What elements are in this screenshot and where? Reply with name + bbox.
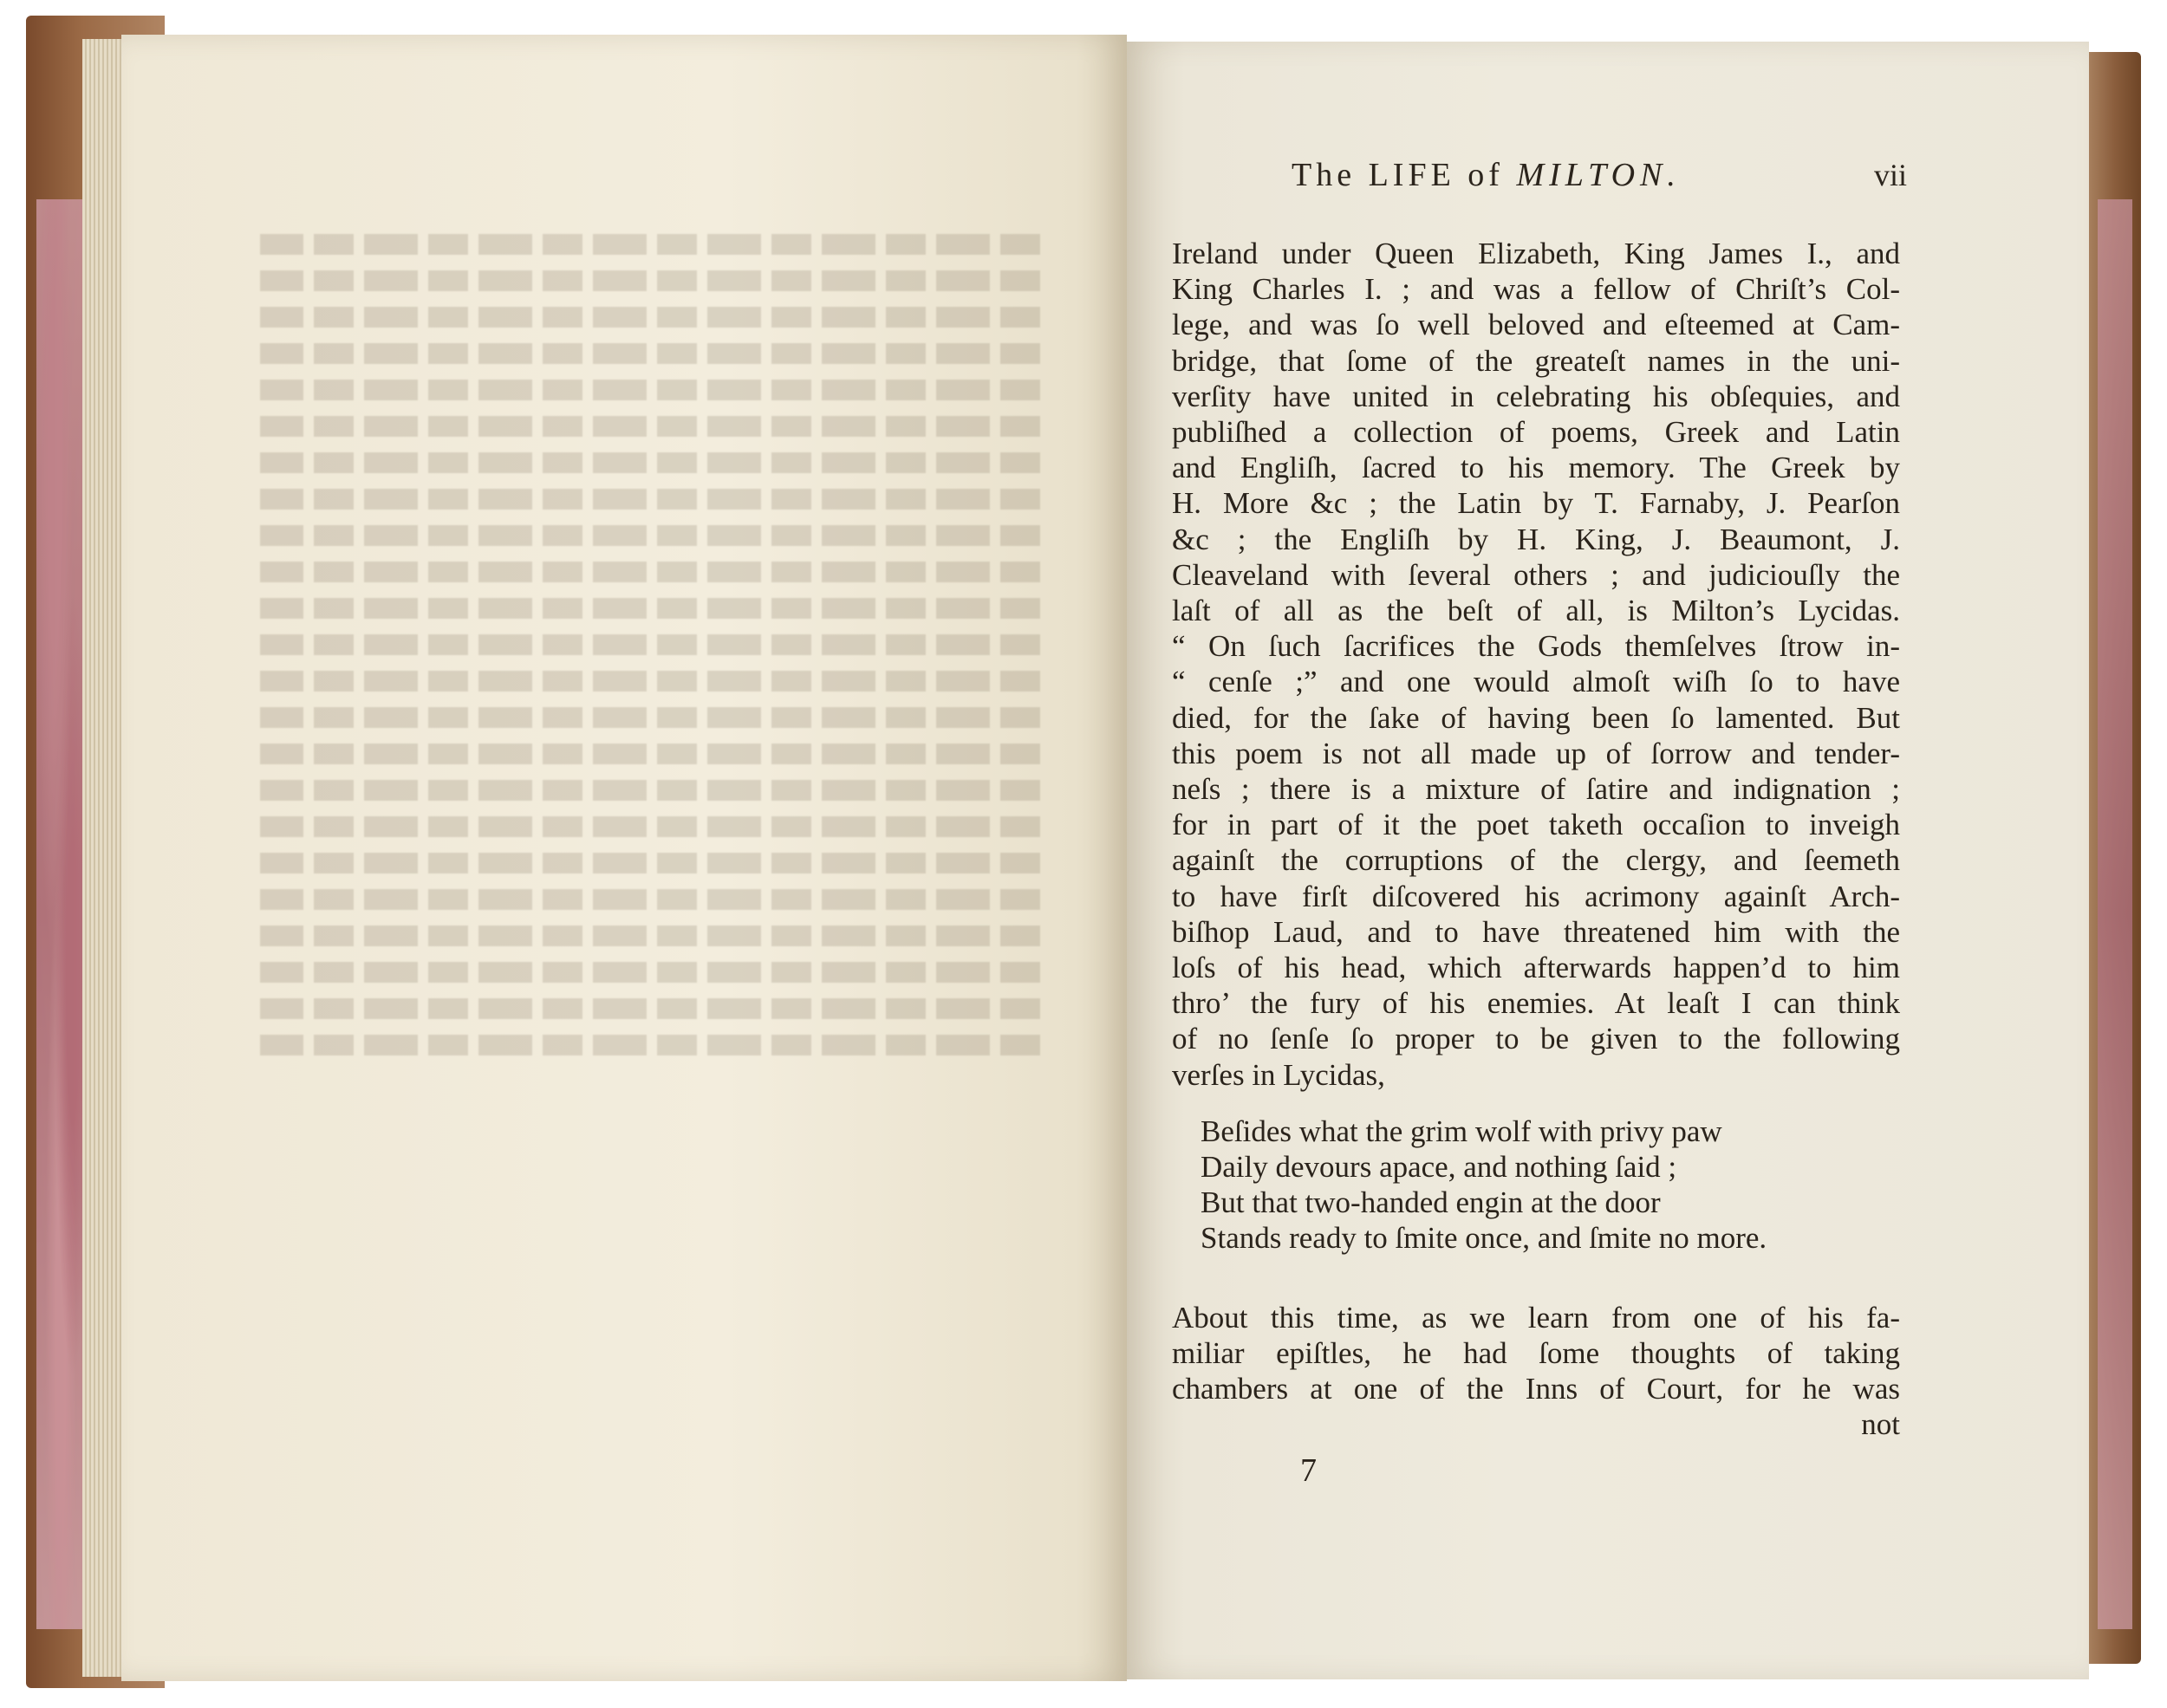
text-line: &c ; the Engliſh by H. King, J. Beaumont, J. (1172, 522, 1900, 556)
bleed-through-text (260, 156, 1040, 1473)
text-line: of no ſenſe ſo proper to be given to the following (1172, 1022, 1900, 1056)
text-line: died, for the ſake of having been ſo lamented. But (1172, 700, 1900, 735)
running-title-italic: MILTON. (1516, 157, 1681, 193)
text-line: lege, and was ſo well beloved and eſteemed at Cam- (1172, 308, 1900, 342)
running-head (1292, 156, 1907, 194)
verse-line: But that two-handed engin at the door (1201, 1185, 1661, 1219)
verse-line: Beſides what the grim wolf with privy paw (1201, 1114, 1722, 1148)
text-line: to have firſt diſcovered his acrimony againſt Arch- (1172, 879, 1900, 913)
body-paragraph-2 (1172, 1300, 1900, 1442)
text-line: About this time, as we learn from one of his fa- (1172, 1301, 1900, 1335)
text-line: biſhop Laud, and to have threatened him with the (1172, 914, 1900, 949)
text-line: “ On ſuch ſacrifices the Gods themſelves ſtrow in- (1172, 629, 1900, 664)
text-line: laſt of all as the beſt of all, is Milton’s Lycidas. (1172, 594, 1900, 628)
page-number: vii (1873, 158, 1907, 192)
text-line: bridge, that ſome of the greateſt names in the uni- (1172, 343, 1900, 378)
text-line: and Engliſh, ſacred to his memory. The Greek by (1172, 451, 1900, 485)
running-title (1292, 156, 1681, 194)
text-line: Cleaveland with ſeveral others ; and judiciouſly the (1172, 557, 1900, 592)
text-line: Ireland under Queen Elizabeth, King James I., and (1172, 237, 1900, 270)
verse-line: Stands ready to ſmite once, and ſmite no more. (1201, 1221, 1767, 1255)
verse-quotation (1201, 1114, 1859, 1256)
text-line: verſes in Lycidas, (1172, 1057, 1385, 1092)
text-line: againſt the corruptions of the clergy, and ſeemeth (1172, 843, 1900, 878)
marbled-endpaper-right (2098, 199, 2132, 1629)
running-title-prefix: The LIFE of (1292, 157, 1517, 193)
text-line: verſity have united in celebrating his obſequies, and (1172, 379, 1900, 413)
body-paragraph-1 (1172, 236, 1900, 1093)
text-line: “ cenſe ;” and one would almoſt wiſh ſo to have (1172, 665, 1900, 699)
text-line: miliar epiſtles, he had ſome thoughts of taking (1172, 1336, 1900, 1370)
text-line: publiſhed a collection of poems, Greek and Latin (1172, 415, 1900, 450)
text-line: this poem is not all made up of ſorrow and tender- (1172, 736, 1900, 770)
text-line: for in part of it the poet taketh occaſion to inveigh (1172, 808, 1900, 842)
verse-line: Daily devours apace, and nothing ſaid ; (1201, 1150, 1677, 1184)
text-line: King Charles I. ; and was a fellow of Chriſt’s Col- (1172, 272, 1900, 307)
signature-mark: 7 (1300, 1452, 1317, 1489)
text-line: loſs of his head, which afterwards happen’d to him (1172, 951, 1900, 985)
text-line: thro’ the fury of his enemies. At leaſt I can think (1172, 986, 1900, 1021)
text-line: chambers at one of the Inns of Court, for he was (1172, 1372, 1900, 1406)
text-line: neſs ; there is a mixture of ſatire and indignation ; (1172, 772, 1900, 807)
text-line: H. More &c ; the Latin by T. Farnaby, J. Pearſon (1172, 486, 1900, 521)
catchword: not (1861, 1407, 1900, 1441)
